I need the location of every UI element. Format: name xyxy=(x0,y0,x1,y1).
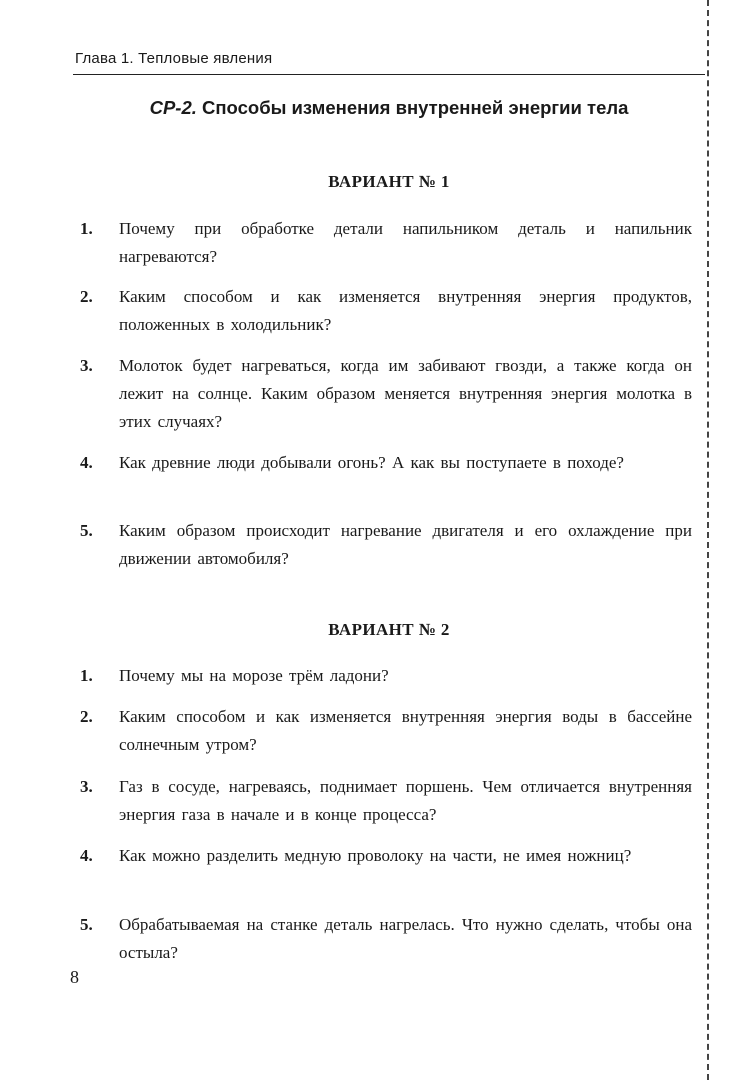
page-title xyxy=(73,97,705,119)
variant-2-heading: ВАРИАНТ № 2 xyxy=(328,620,450,639)
question-number: 5. xyxy=(80,521,93,540)
question-number: 1. xyxy=(80,666,93,685)
question-number: 2. xyxy=(80,707,93,726)
question-number: 2. xyxy=(80,287,93,306)
variant-1-question-3 xyxy=(80,352,692,436)
question-text: Как древние люди добывали огонь? А как вы поступаете в походе? xyxy=(119,453,624,472)
variant-2-question-3 xyxy=(80,773,692,829)
header-rule xyxy=(73,74,705,75)
cut-line xyxy=(707,0,709,1080)
variant-2-question-1 xyxy=(80,662,692,690)
question-number: 5. xyxy=(80,915,93,934)
question-number: 4. xyxy=(80,453,93,472)
question-text: Каким способом и как изменяется внутренняя энергия продуктов, положенных в холодильник? xyxy=(119,287,692,334)
question-number: 1. xyxy=(80,219,93,238)
page-number: 8 xyxy=(70,967,79,987)
variant-2-question-5 xyxy=(80,911,692,967)
variant-2-question-2 xyxy=(80,703,692,759)
question-text: Молоток будет нагреваться, когда им забивают гвозди, а также когда он лежит на солнце. Каким образом меняется внутренняя энергия молотка в этих случаях? xyxy=(119,356,692,431)
question-text: Каким способом и как изменяется внутренняя энергия воды в бассейне солнечным утром? xyxy=(119,707,692,754)
question-text: Обрабатываемая на станке деталь нагрелась. Что нужно сделать, чтобы она остыла? xyxy=(119,915,692,962)
question-number: 3. xyxy=(80,356,93,375)
variant-1-question-1 xyxy=(80,215,692,271)
question-text: Как можно разделить медную проволоку на части, не имея ножниц? xyxy=(119,846,632,865)
question-text: Газ в сосуде, нагреваясь, поднимает поршень. Чем отличается внутренняя энергия газа в начале и в конце процесса? xyxy=(119,777,692,824)
title-text: Способы изменения внутренней энергии тела xyxy=(202,97,629,118)
question-text: Почему мы на морозе трём ладони? xyxy=(119,666,389,685)
variant-2-question-4 xyxy=(80,842,692,870)
question-number: 3. xyxy=(80,777,93,796)
question-text: Почему при обработке детали напильником деталь и напильник нагреваются? xyxy=(119,219,692,266)
variant-1-heading: ВАРИАНТ № 1 xyxy=(328,172,450,191)
variant-1-question-4 xyxy=(80,449,692,477)
title-code: СР-2. xyxy=(149,97,197,118)
variant-1-question-5 xyxy=(80,517,692,573)
question-text: Каким образом происходит нагревание двигателя и его охлаждение при движении автомобиля? xyxy=(119,521,692,568)
question-number: 4. xyxy=(80,846,93,865)
running-head: Глава 1. Тепловые явления xyxy=(75,50,273,67)
variant-1-question-2 xyxy=(80,283,692,339)
